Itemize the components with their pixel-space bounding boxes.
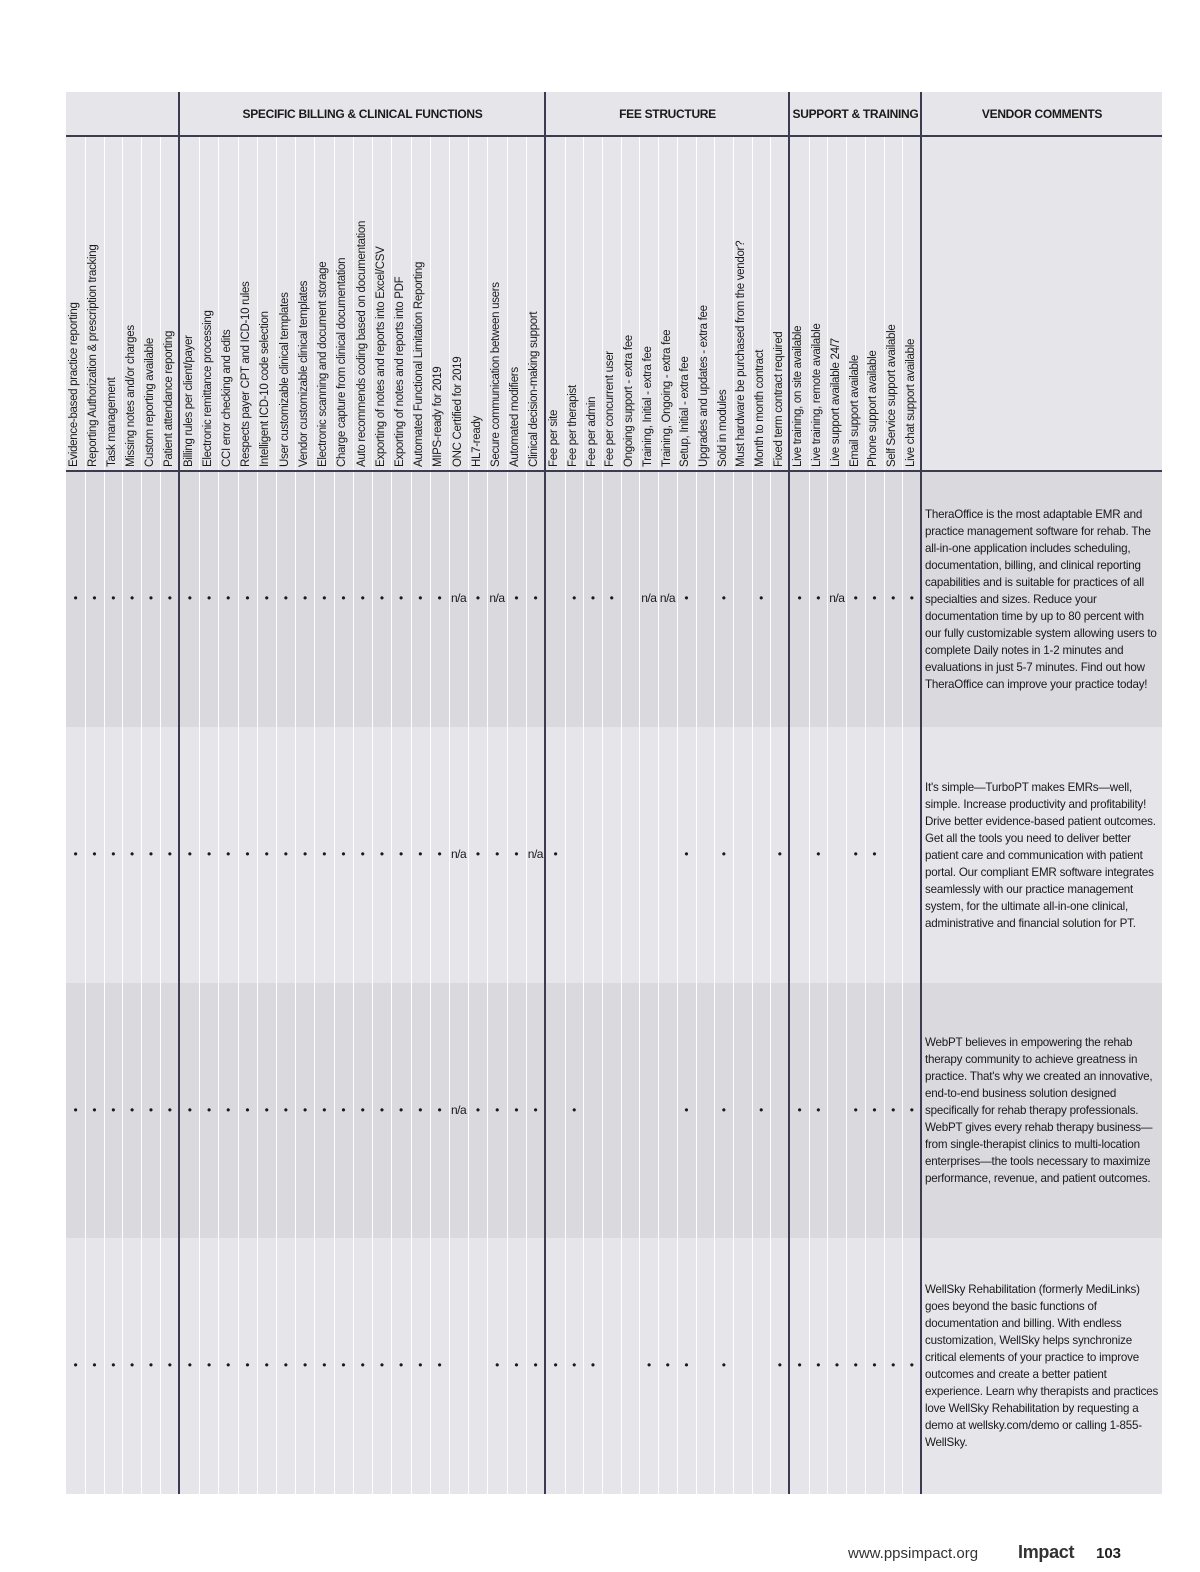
bullet-mark: •: [437, 1102, 442, 1117]
column-divider: [314, 136, 315, 1494]
bullet-mark: •: [283, 591, 288, 605]
column-header: Secure communication between users: [489, 282, 502, 467]
column-divider: [85, 136, 86, 1494]
bullet-mark: •: [514, 1102, 519, 1117]
bullet-mark: •: [399, 847, 403, 861]
bullet-mark: •: [853, 591, 858, 605]
bullet-mark: •: [226, 591, 230, 605]
bullet-mark: •: [245, 1102, 250, 1117]
column-header: Respects payer CPT and ICD-10 rules: [240, 281, 253, 467]
bullet-mark: •: [303, 591, 307, 605]
column-divider: [696, 136, 697, 1494]
column-divider: [238, 136, 239, 1494]
column-divider: [334, 136, 335, 1494]
bullet-mark: •: [167, 1102, 172, 1117]
bullet-mark: •: [148, 591, 153, 605]
column-divider: [809, 136, 810, 1494]
bullet-mark: •: [360, 847, 365, 861]
column-divider: [621, 136, 622, 1494]
bullet-mark: •: [797, 1102, 802, 1117]
bullet-mark: •: [73, 591, 78, 605]
bullet-mark: •: [130, 847, 134, 861]
bullet-mark: •: [283, 1102, 288, 1117]
bullet-mark: •: [891, 1358, 895, 1372]
bullet-mark: •: [264, 591, 269, 605]
bullet-mark: •: [590, 1358, 595, 1372]
bullet-mark: •: [130, 1358, 134, 1372]
group-divider: [788, 92, 790, 1494]
column-header: Fee per admin: [585, 396, 598, 467]
bullet-mark: •: [533, 1358, 538, 1372]
na-mark: n/a: [829, 591, 845, 605]
bullet-mark: •: [92, 1358, 97, 1372]
column-header: Electronic scanning and document storage: [317, 261, 330, 467]
bullet-mark: •: [111, 1102, 115, 1117]
group-divider: [544, 92, 546, 1494]
group-divider: [178, 92, 180, 1494]
bullet-mark: •: [418, 847, 422, 861]
bullet-mark: •: [322, 591, 326, 605]
bullet-mark: •: [283, 1358, 288, 1372]
bullet-mark: •: [111, 1358, 115, 1372]
column-divider: [583, 136, 584, 1494]
column-header: Fee per site: [548, 409, 561, 467]
bullet-mark: •: [226, 1102, 230, 1117]
bullet-mark: •: [92, 591, 97, 605]
column-header: Exporting of notes and reports into Excel/CSV: [374, 246, 387, 467]
bullet-mark: •: [418, 1102, 422, 1117]
column-divider: [752, 136, 753, 1494]
column-header: Live training, remote available: [811, 323, 824, 467]
bullet-mark: •: [684, 847, 689, 861]
column-divider: [677, 136, 678, 1494]
bullet-mark: •: [187, 1358, 192, 1372]
column-header: Fee per concurrent user: [604, 351, 617, 467]
bullet-mark: •: [379, 591, 384, 605]
column-divider: [122, 136, 123, 1494]
bullet-mark: •: [437, 591, 442, 605]
column-divider: [770, 136, 771, 1494]
na-mark: n/a: [450, 1102, 467, 1117]
bullet-mark: •: [721, 1358, 726, 1372]
column-divider: [865, 136, 866, 1494]
bullet-mark: •: [891, 1102, 895, 1117]
vendor-comment: WellSky Rehabilitation (formerly MediLinks) goes beyond the basic functions of documentation and billing. With endless customization, WellSky helps synchronize critical elements of your practice to improve outcomes and create a better patient experience. Learn why therapists and practices love WellSky Rehabilitation by requesting a demo at wellsky.com/demo or calling 1-855-WellSky.: [925, 1283, 1159, 1449]
column-divider: [733, 136, 734, 1494]
column-header: Fixed term contract required: [772, 331, 785, 467]
column-divider: [411, 136, 412, 1494]
na-mark: n/a: [450, 591, 467, 605]
group-header: VENDOR COMMENTS: [981, 107, 1103, 121]
bullet-mark: •: [759, 591, 763, 605]
column-header: Auto recommends coding based on documentation: [355, 220, 368, 467]
bullet-mark: •: [206, 1358, 211, 1372]
bullet-mark: •: [834, 1358, 839, 1372]
bullet-mark: •: [167, 591, 172, 605]
column-header: Phone support available: [867, 350, 880, 467]
bullet-mark: •: [130, 1102, 134, 1117]
na-mark: n/a: [489, 591, 505, 605]
bullet-mark: •: [341, 1358, 346, 1372]
footer-brand: Impact: [1018, 1542, 1075, 1562]
column-divider: [257, 136, 258, 1494]
vendor-comment: It's simple—TurboPT makes EMRs—well, simple. Increase productivity and profitability! Drive better evidence-based patient outcomes. Get all the tools you need to deliver better patient care and communication with patient portal. Our compliant EMR software integrates seamlessly with our practice management system, for the ultimate all-in-one clinical, administrative and financial solution for PT.: [925, 780, 1156, 930]
bullet-mark: •: [73, 1358, 78, 1372]
bullet-mark: •: [872, 591, 877, 605]
bullet-mark: •: [206, 847, 211, 861]
column-divider: [902, 136, 903, 1494]
column-divider: [353, 136, 354, 1494]
bullet-mark: •: [797, 591, 802, 605]
column-divider: [141, 136, 142, 1494]
bullet-mark: •: [816, 591, 820, 605]
column-divider: [846, 136, 847, 1494]
column-divider: [507, 136, 508, 1494]
bullet-mark: •: [360, 1102, 365, 1117]
bullet-mark: •: [475, 591, 480, 605]
column-header: Live training, on site available: [792, 325, 805, 467]
column-header: Task management: [106, 377, 119, 467]
na-mark: n/a: [659, 591, 676, 605]
group-divider: [920, 92, 922, 1494]
bullet-mark: •: [322, 1358, 326, 1372]
bullet-mark: •: [226, 1358, 230, 1372]
bullet-mark: •: [553, 1358, 558, 1372]
column-header: Evidence-based practice reporting: [68, 302, 81, 467]
bullet-mark: •: [341, 847, 346, 861]
bullet-mark: •: [553, 847, 558, 861]
na-mark: n/a: [527, 847, 543, 861]
bullet-mark: •: [759, 1102, 763, 1117]
bullet-mark: •: [909, 1102, 914, 1117]
bullet-mark: •: [379, 1102, 384, 1117]
bullet-mark: •: [303, 1358, 307, 1372]
bullet-mark: •: [167, 847, 172, 861]
bullet-mark: •: [264, 1358, 269, 1372]
bullet-mark: •: [572, 1102, 576, 1117]
column-divider: [526, 136, 527, 1494]
bullet-mark: •: [73, 1102, 78, 1117]
column-header: Clinical decision-making support: [528, 311, 541, 467]
bullet-mark: •: [245, 847, 250, 861]
bullet-mark: •: [322, 847, 326, 861]
na-mark: n/a: [641, 591, 657, 605]
bullet-mark: •: [646, 1358, 651, 1372]
column-divider: [199, 136, 200, 1494]
bullet-mark: •: [187, 847, 192, 861]
bullet-mark: •: [418, 1358, 422, 1372]
column-divider: [104, 136, 105, 1494]
bullet-mark: •: [475, 1102, 480, 1117]
bullet-mark: •: [206, 591, 211, 605]
bullet-mark: •: [721, 591, 726, 605]
column-header: Must hardware be purchased from the vendor?: [735, 240, 748, 467]
na-mark: n/a: [450, 847, 467, 861]
bullet-mark: •: [283, 847, 288, 861]
column-divider: [714, 136, 715, 1494]
bullet-mark: •: [797, 1358, 802, 1372]
bullet-mark: •: [226, 847, 230, 861]
bullet-mark: •: [777, 847, 782, 861]
bullet-mark: •: [721, 1102, 726, 1117]
column-header: Automated Functional Limitation Reporting: [413, 261, 426, 467]
bullet-mark: •: [111, 847, 115, 861]
column-header: Reporting Authorization & prescription tracking: [87, 244, 100, 467]
column-divider: [276, 136, 277, 1494]
bullet-mark: •: [264, 1102, 269, 1117]
bullet-mark: •: [187, 591, 192, 605]
group-header: SUPPORT & TRAINING: [792, 107, 919, 121]
bullet-mark: •: [909, 591, 914, 605]
column-header: Ongoing support - extra fee: [623, 335, 636, 467]
group-header: [66, 92, 179, 136]
bullet-mark: •: [167, 1358, 172, 1372]
column-divider: [218, 136, 219, 1494]
column-header: Intelligent ICD-10 code selection: [259, 311, 272, 467]
column-header: Vendor customizable clinical templates: [297, 280, 310, 467]
bullet-mark: •: [590, 591, 595, 605]
bullet-mark: •: [437, 1358, 442, 1372]
bullet-mark: •: [495, 1358, 499, 1372]
bullet-mark: •: [437, 847, 442, 861]
bullet-mark: •: [684, 1358, 689, 1372]
column-divider: [430, 136, 431, 1494]
column-header: Billing rules per client/payer: [182, 335, 195, 467]
bullet-mark: •: [379, 847, 384, 861]
bullet-mark: •: [245, 1358, 250, 1372]
column-divider: [160, 136, 161, 1494]
column-header: HL7-ready: [470, 416, 483, 467]
bullet-mark: •: [495, 1102, 499, 1117]
bullet-mark: •: [264, 847, 269, 861]
group-header: SPECIFIC BILLING & CLINICAL FUNCTIONS: [242, 107, 483, 121]
bullet-mark: •: [418, 591, 422, 605]
column-header: Training, Initial - extra fee: [641, 346, 654, 467]
column-divider: [602, 136, 603, 1494]
bullet-mark: •: [379, 1358, 384, 1372]
column-header: Electronic remittance processing: [201, 310, 214, 467]
column-header: Fee per therapist: [567, 385, 580, 467]
column-header: Automated modifiers: [509, 367, 522, 467]
bullet-mark: •: [130, 591, 134, 605]
bullet-mark: •: [514, 591, 519, 605]
column-divider: [827, 136, 828, 1494]
bullet-mark: •: [533, 1102, 538, 1117]
column-divider: [565, 136, 566, 1494]
column-header: User customizable clinical templates: [278, 292, 291, 467]
bullet-mark: •: [684, 1102, 689, 1117]
column-divider: [449, 136, 450, 1494]
column-divider: [884, 136, 885, 1494]
bullet-mark: •: [909, 1358, 914, 1372]
group-header: FEE STRUCTURE: [619, 107, 716, 121]
bullet-mark: •: [341, 591, 346, 605]
bullet-mark: •: [303, 1102, 307, 1117]
column-header: Upgrades and updates - extra fee: [697, 305, 710, 467]
bullet-mark: •: [684, 591, 689, 605]
column-header: Training, Ongoing - extra fee: [660, 329, 673, 467]
column-header: Custom reporting available: [143, 338, 156, 467]
bullet-mark: •: [816, 1102, 820, 1117]
bullet-mark: •: [111, 591, 115, 605]
bullet-mark: •: [360, 1358, 365, 1372]
page-number: 103: [1096, 1545, 1122, 1562]
vendor-comment: TheraOffice is the most adaptable EMR and practice management software for rehab. The all-in-one application includes scheduling, documentation, billing, and clinical reporting capabilities and is suitable for practices of all specialties and sizes. Reduce your documentation time by up to 80 percent with our fully customizable system allowing users to complete Daily notes in 1-2 minutes and evaluations in just 5-7 minutes. Find out how TheraOffice can improve your practice today!: [925, 507, 1157, 691]
column-divider: [468, 136, 469, 1494]
bullet-mark: •: [399, 1102, 403, 1117]
column-header: Patient attendance reporting: [162, 330, 175, 467]
bullet-mark: •: [721, 847, 726, 861]
footer-url: www.ppsimpact.org: [848, 1545, 979, 1562]
column-header: Self Service support available: [885, 324, 898, 467]
bullet-mark: •: [92, 847, 97, 861]
bullet-mark: •: [399, 1358, 403, 1372]
bullet-mark: •: [206, 1102, 211, 1117]
column-header: Live support available 24/7: [829, 338, 842, 467]
column-header: Setup, Initial - extra fee: [679, 356, 692, 467]
column-header: CCI error checking and edits: [221, 329, 234, 467]
column-divider: [487, 136, 488, 1494]
column-header: MIPS-ready for 2019: [432, 366, 445, 467]
bullet-mark: •: [816, 847, 820, 861]
bullet-mark: •: [872, 847, 877, 861]
vendor-comment: WebPT believes in empowering the rehab therapy community to achieve greatness in practice. That's why we created an innovative, end-to-end business solution designed specifically for rehab therapy professionals. WebPT gives every rehab therapy business—from single-therapist clinics to multi-location enterprises—the tools necessary to maximize performance, revenue, and patient outcomes.: [925, 1036, 1153, 1185]
column-header: ONC Certified for 2019: [451, 356, 464, 467]
bullet-mark: •: [891, 591, 895, 605]
column-header: Month to month contract: [753, 349, 766, 467]
bullet-mark: •: [148, 847, 153, 861]
column-header: Live chat support available: [904, 338, 917, 467]
column-header: Charge capture from clinical documentation: [336, 257, 349, 467]
bullet-mark: •: [777, 1358, 782, 1372]
bullet-mark: •: [148, 1102, 153, 1117]
bullet-mark: •: [245, 591, 250, 605]
bullet-mark: •: [148, 1358, 153, 1372]
column-divider: [295, 136, 296, 1494]
bullet-mark: •: [572, 591, 576, 605]
bullet-mark: •: [399, 591, 403, 605]
bullet-mark: •: [303, 847, 307, 861]
bullet-mark: •: [360, 591, 365, 605]
bullet-mark: •: [572, 1358, 576, 1372]
bullet-mark: •: [853, 1358, 858, 1372]
bullet-mark: •: [475, 847, 480, 861]
column-header: Missing notes and/or charges: [124, 325, 137, 467]
column-divider: [658, 136, 659, 1494]
bullet-mark: •: [853, 847, 858, 861]
bullet-mark: •: [816, 1358, 820, 1372]
bullet-mark: •: [187, 1102, 192, 1117]
bullet-mark: •: [73, 847, 78, 861]
bullet-mark: •: [514, 1358, 519, 1372]
column-header: Sold in modules: [716, 389, 729, 467]
bullet-mark: •: [872, 1358, 877, 1372]
column-divider: [639, 136, 640, 1494]
bullet-mark: •: [853, 1102, 858, 1117]
column-header: Exporting of notes and reports into PDF: [393, 276, 406, 467]
bullet-mark: •: [665, 1358, 670, 1372]
column-divider: [372, 136, 373, 1494]
bullet-mark: •: [609, 591, 614, 605]
bullet-mark: •: [92, 1102, 97, 1117]
bullet-mark: •: [872, 1102, 877, 1117]
bullet-mark: •: [533, 591, 538, 605]
column-header: Email support available: [848, 355, 861, 467]
bullet-mark: •: [495, 847, 499, 861]
column-divider: [391, 136, 392, 1494]
bullet-mark: •: [322, 1102, 326, 1117]
bullet-mark: •: [341, 1102, 346, 1117]
bullet-mark: •: [514, 847, 519, 861]
